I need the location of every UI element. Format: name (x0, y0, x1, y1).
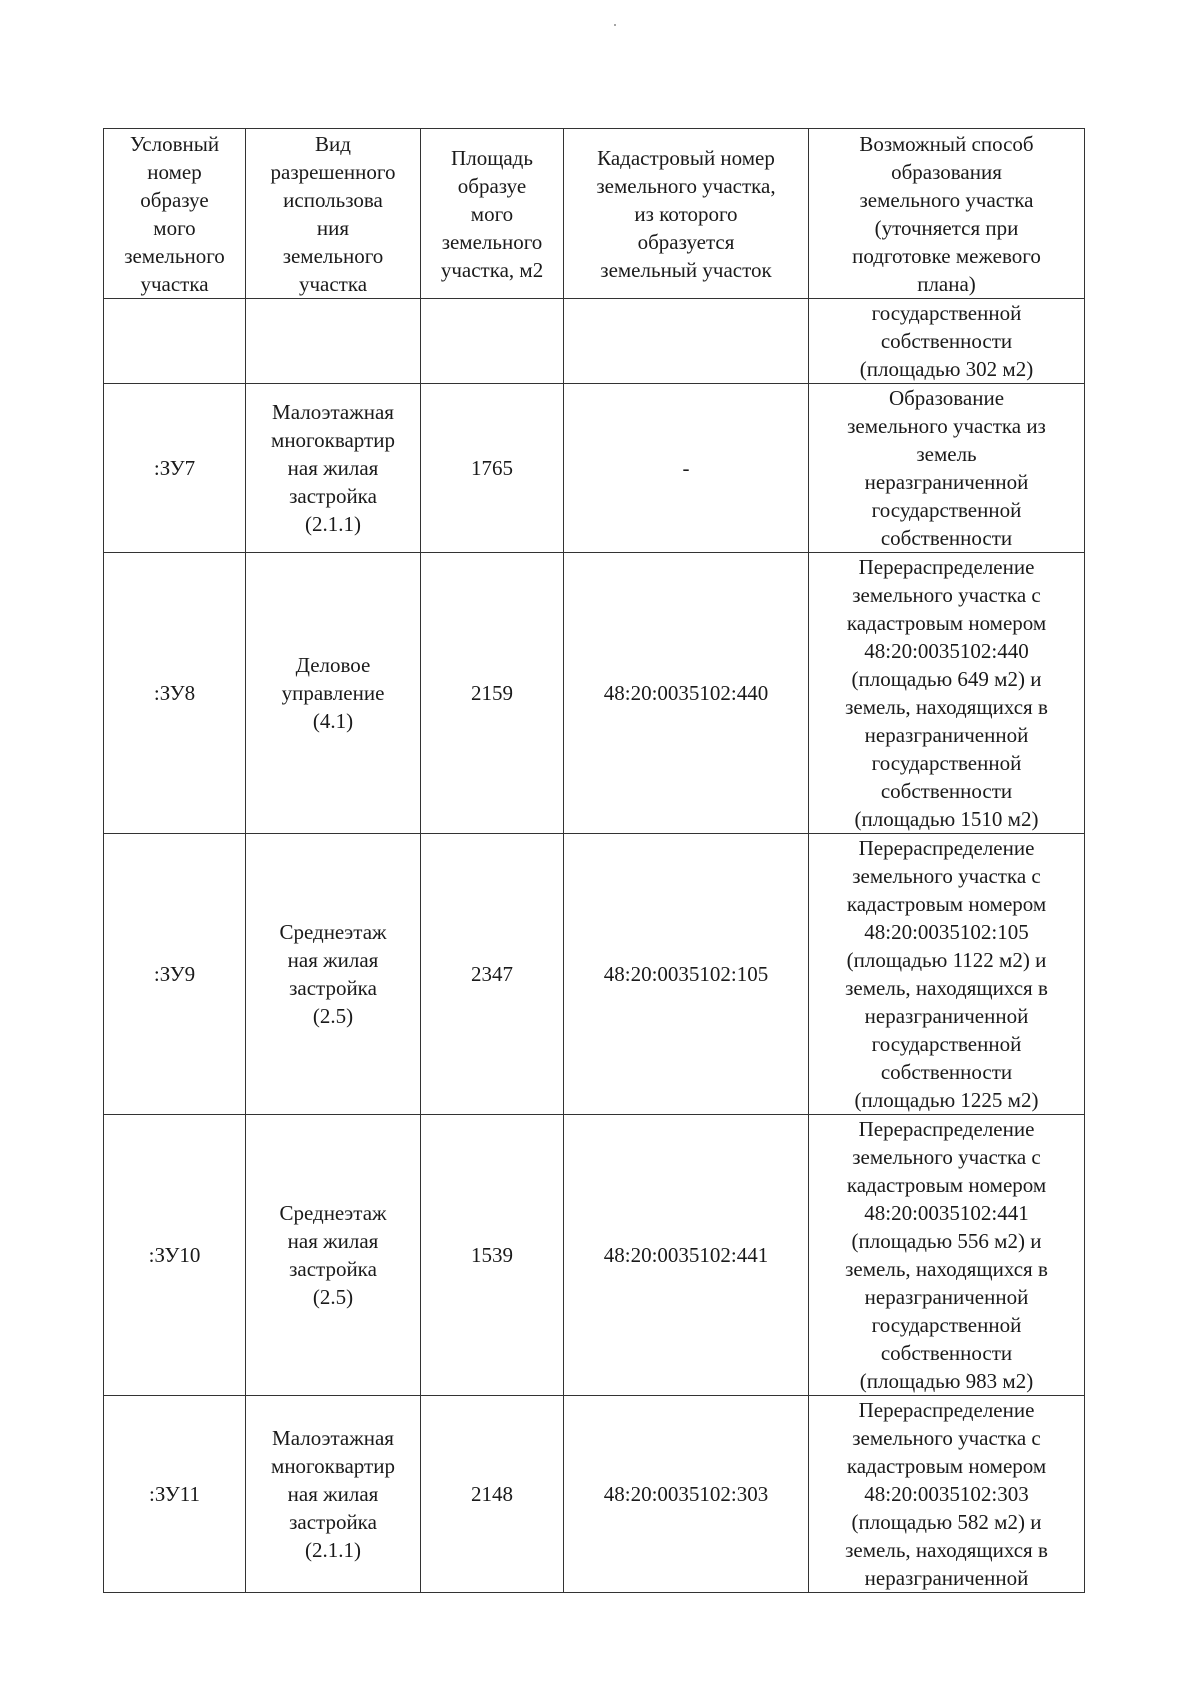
table-row (104, 1115, 1085, 1396)
cell-area: 1765 (421, 384, 564, 553)
scan-speck (614, 24, 616, 26)
cell-permitted-use (246, 299, 421, 384)
cell-plot-number: :ЗУ9 (104, 834, 246, 1115)
cell-permitted-use: Среднеэтаж ная жилая застройка (2.5) (246, 1115, 421, 1396)
cell-formation-method: государственной собственности (площадью 302 м2) (809, 299, 1085, 384)
table-row (104, 553, 1085, 834)
cell-area (421, 299, 564, 384)
cell-area: 2347 (421, 834, 564, 1115)
cell-plot-number: :ЗУ7 (104, 384, 246, 553)
header-plot-number: Условный номер образуе мого земельного участка (104, 129, 246, 299)
header-permitted-use: Вид разрешенного использова ния земельного участка (246, 129, 421, 299)
cell-plot-number: :ЗУ8 (104, 553, 246, 834)
cell-formation-method: Перераспределение земельного участка с кадастровым номером 48:20:0035102:303 (площадью 582 м2) и земель, находящихся в неразграниченной (809, 1396, 1085, 1593)
cell-cadastral-number: 48:20:0035102:105 (564, 834, 809, 1115)
cell-cadastral-number: - (564, 384, 809, 553)
cell-cadastral-number: 48:20:0035102:440 (564, 553, 809, 834)
cell-area: 1539 (421, 1115, 564, 1396)
cell-cadastral-number: 48:20:0035102:441 (564, 1115, 809, 1396)
cell-formation-method: Перераспределение земельного участка с кадастровым номером 48:20:0035102:440 (площадью 649 м2) и земель, находящихся в неразграниченной государственной собственности (площадью 1510 м2) (809, 553, 1085, 834)
cell-permitted-use: Деловое управление (4.1) (246, 553, 421, 834)
cell-area: 2148 (421, 1396, 564, 1593)
table-row (104, 834, 1085, 1115)
cell-cadastral-number: 48:20:0035102:303 (564, 1396, 809, 1593)
cell-plot-number (104, 299, 246, 384)
cell-cadastral-number (564, 299, 809, 384)
cell-area: 2159 (421, 553, 564, 834)
cell-permitted-use: Среднеэтаж ная жилая застройка (2.5) (246, 834, 421, 1115)
header-area: Площадь образуе мого земельного участка, м2 (421, 129, 564, 299)
land-plots-table (103, 128, 1085, 1593)
table-row (104, 1396, 1085, 1593)
table-header-row (104, 129, 1085, 299)
cell-formation-method: Перераспределение земельного участка с кадастровым номером 48:20:0035102:441 (площадью 556 м2) и земель, находящихся в неразграниченной государственной собственности (площадью 983 м2) (809, 1115, 1085, 1396)
cell-formation-method: Образование земельного участка из земель неразграниченной государственной собственности (809, 384, 1085, 553)
cell-permitted-use: Малоэтажная многоквартир ная жилая застройка (2.1.1) (246, 384, 421, 553)
header-formation-method: Возможный способ образования земельного участка (уточняется при подготовке межевого плана) (809, 129, 1085, 299)
cell-plot-number: :ЗУ11 (104, 1396, 246, 1593)
header-cadastral-number: Кадастровый номер земельного участка, из которого образуется земельный участок (564, 129, 809, 299)
table-row (104, 384, 1085, 553)
cell-formation-method: Перераспределение земельного участка с кадастровым номером 48:20:0035102:105 (площадью 1122 м2) и земель, находящихся в неразграниченной государственной собственности (площадью 1225 м2) (809, 834, 1085, 1115)
cell-permitted-use: Малоэтажная многоквартир ная жилая застройка (2.1.1) (246, 1396, 421, 1593)
table-row-continuation (104, 299, 1085, 384)
cell-plot-number: :ЗУ10 (104, 1115, 246, 1396)
